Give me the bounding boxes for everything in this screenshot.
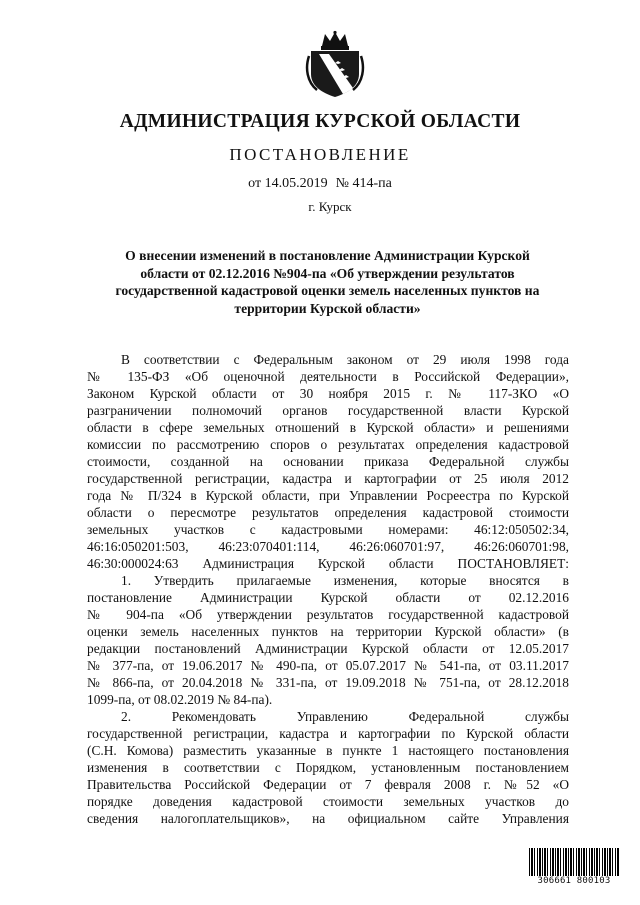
document-number: № 414-па (335, 176, 392, 191)
document-city: г. Курск (308, 199, 352, 214)
body-line: оценки земель населенных пунктов на территории Курской области» (в (87, 624, 569, 639)
barcode (529, 848, 619, 888)
body-line: (С.Н. Комова) разместить указанные в пункте 1 настоящего постановления (87, 743, 569, 758)
body-line: области о пересмотре результатов определения кадастровой стоимости (87, 505, 569, 520)
subject-line: территории Курской области» (234, 300, 421, 316)
subject-line: области от 02.12.2016 №904-па «Об утверждении результатов (140, 265, 515, 281)
document-date: от 14.05.2019 (248, 176, 328, 191)
body-line: Правительства Российской Федерации от 7 февраля 2008 г. №52 «О (87, 777, 569, 792)
body-line: комиссии по рассмотрению споров о результатах определения кадастровой (87, 437, 569, 452)
document-type: ПОСТАНОВЛЕНИЕ (229, 145, 411, 164)
body-line: № 904-па «Об утверждении результатов государственной кадастровой (87, 607, 569, 622)
body-line: 2. Рекомендовать Управлению Федеральной службы (121, 709, 569, 724)
body-line: области в сфере земельных отношений в Курской области» и решениями (87, 420, 569, 435)
body-line: стоимости, созданной на основании приказа Федеральной службы (87, 454, 569, 469)
barcode-bars-icon (529, 848, 619, 876)
body-line: порядке доведения кадастровой стоимости земельных участков до (87, 794, 569, 809)
body-line: В соответствии с Федеральным законом от 29 июля 1998 года (121, 352, 569, 367)
body-line: земельных участков с кадастровыми номерами: 46:12:050502:34, (87, 522, 569, 537)
body-line: государственной регистрации, кадастра и картографии по Курской области (87, 726, 569, 741)
body-line: государственной регистрации, кадастра и картографии от 25 июля 2012 (87, 471, 569, 486)
body-line: 1099-па, от 08.02.2019 № 84-па). (87, 692, 273, 707)
barcode-number: 306661 800103 (537, 876, 611, 886)
body-line: постановление Администрации Курской области от 02.12.2016 (87, 590, 569, 605)
document-subject (90, 247, 565, 317)
body-line: 1. Утвердить прилагаемые изменения, которые вносятся в (121, 573, 569, 588)
body-line: изменения в соответствии с Порядком, установленным постановлением (87, 760, 569, 775)
body-line: № 866-па, от 20.04.2018 № 331-па, от 19.09.2018 № 751-па, от 28.12.2018 (87, 675, 569, 690)
body-line: № 377-па, от 19.06.2017 № 490-па, от 05.07.2017 № 541-па, от 03.11.2017 (87, 658, 569, 673)
body-line: 46:30:000024:63 Администрация Курской области ПОСТАНОВЛЯЕТ: (87, 556, 569, 571)
document-date-line (0, 176, 640, 192)
body-line: редакции постановлений Администрации Курской области от 12.05.2017 (87, 641, 569, 656)
body-line: 46:16:050201:503, 46:23:070401:114, 46:26:060701:97, 46:26:060701:98, (87, 539, 569, 554)
body-line: года № П/324 в Курской области, при Управлении Росреестра по Курской (87, 488, 569, 503)
document-body (87, 351, 569, 827)
body-line: № 135-ФЗ «Об оценочной деятельности в Российской Федерации», (87, 369, 569, 384)
body-line: сведения налогоплательщиков», на официальном сайте Управления (87, 811, 569, 826)
administration-title: АДМИНИСТРАЦИЯ КУРСКОЙ ОБЛАСТИ (119, 111, 521, 132)
subject-line: О внесении изменений в постановление Администрации Курской (125, 248, 530, 263)
subject-line: государственной кадастровой оценки земель населенных пунктов на (115, 283, 540, 298)
body-line: разграничении полномочий органов государственной власти Курской (87, 403, 569, 418)
coat-of-arms-icon (305, 30, 365, 98)
body-line: Законом Курской области от 30 ноября 2015 г. № 117-ЗКО «О (87, 386, 569, 401)
